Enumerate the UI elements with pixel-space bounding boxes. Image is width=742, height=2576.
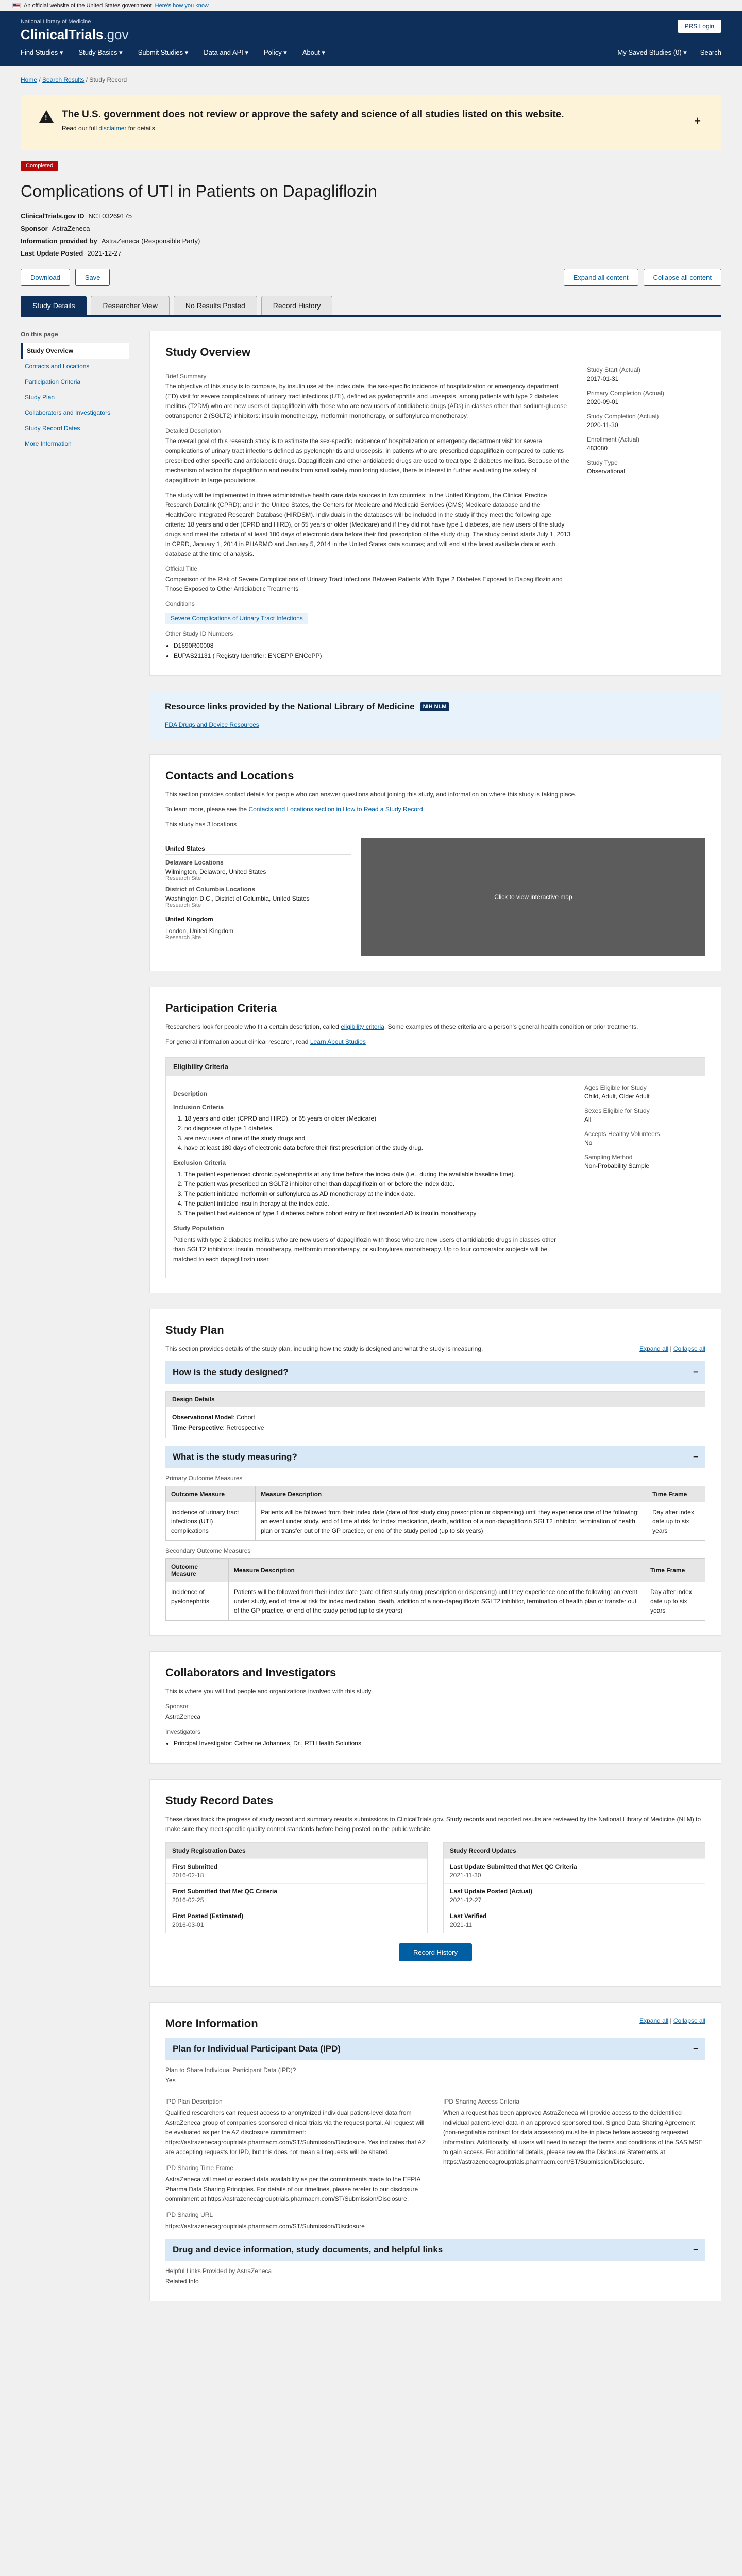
collaborators-card xyxy=(149,1651,721,1764)
location-map[interactable] xyxy=(361,838,705,956)
prs-login-button[interactable]: PRS Login xyxy=(678,20,721,33)
study-tabs xyxy=(21,296,332,315)
brief-summary: The objective of this study is to compare, by insulin use at the index date, the sex-specific incidence of hospitalization or emergency department (ED) visit for severe complications of urinary tract infections (UTI), defined as pyelonephritis and urosepsis, among patients with type 2 diabetes mellitus (T2DM) who are new users of dapagliflozin with those who are new users of antidiabetic drugs (ADs) in classes other than sodium-glucose cotransporter 2 (SGLT2) inhibitors: insulin monotherapy, metformin monotherapy, or sulfonylurea monotherapy. xyxy=(165,383,567,419)
study-type: Study Type Observational xyxy=(587,459,626,475)
collab-heading: Collaborators and Investigators xyxy=(165,1666,336,1679)
breadcrumb: Home / Search Results / Study Record xyxy=(21,76,127,83)
eligibility-title: Eligibility Criteria xyxy=(166,1058,705,1076)
criteria-learn: For general information about clinical research, read Learn About Studies xyxy=(165,1038,366,1045)
brief-summary-label: Brief Summary xyxy=(165,372,207,380)
study-actions xyxy=(21,269,110,286)
nlm-line: National Library of Medicine xyxy=(21,19,91,25)
drug-info-accordion[interactable]: Drug and device information, study documents, and helpful links − xyxy=(165,2239,705,2261)
list-item: 3. The patient initiated metformin or sulfonylurea as AD monotherapy at the index date. xyxy=(184,1189,569,1199)
tab-underline xyxy=(21,315,721,317)
enrollment: Enrollment (Actual) 483080 xyxy=(587,436,640,452)
heres-how-link[interactable]: Here's how you know xyxy=(155,3,209,9)
ipd-accordion[interactable]: Plan for Individual Participant Data (IPD) − xyxy=(165,2038,705,2060)
primary-outcome-table: Outcome Measure Measure Description Time Frame Incidence of urinary tract infections (UTI) complications Patients will be followed from their index date (date of first study drug prescription or dispensing) until they experience one of the following: an event under study, end of time at risk for index medication, death, addition of a non-dapagliflozin SGLT2 inhibitor, termination of health plan or transfer out of the GP practice, or end of the study period (up to six years) Day after index date up to six years xyxy=(165,1486,705,1541)
population-label: Study Population xyxy=(173,1225,224,1232)
breadcrumb-home[interactable]: Home xyxy=(21,76,38,83)
detailed-label: Detailed Description xyxy=(165,427,221,434)
detailed-desc-2: The study will be implemented in three administrative health care data sources in two countries: in the United Kingdom, the Clinical Practice Research Datalink (CPRD); and in the United States, the Centers for Medicare and Medicaid Services (CMS) Medicare database and the HealthCore Integrated Research Database (HIRDSM). Individuals in the databases will be included in the study if they meet the following age criteria: 18 years and older (CPRD and HIRD), or 65 years or older (Medicare) and if they did not have type 1 diabetes, are new users of the study drugs and meet the criteria of at least 180 days of electronic data before their first prescription of the study drug. The study period starts July 1, 2013 in CPRD, January 1, 2014 in PHARMO and January 5, 2014 in the United States data sources; and will end at the latest available data at each database at the time of analysis. xyxy=(165,492,571,557)
sponsor-name: AstraZeneca xyxy=(165,1713,201,1720)
plan-share-value: Yes xyxy=(165,2077,176,2084)
nav-data-api[interactable]: Data and API ▾ xyxy=(204,48,249,56)
date-row: First Submitted that Met QC Criteria 2016-02-25 xyxy=(166,1883,427,1908)
main-nav xyxy=(21,48,325,57)
dates-intro: These dates track the progress of study record and summary results submissions to ClinicalTrials.gov. Study records and reported results are reviewed by the National Library of Medicine (NLM) to make sure they meet specific quality control standards before being posted on the public website. xyxy=(165,1816,701,1833)
plan-collapse-all[interactable]: Collapse all xyxy=(673,1345,705,1352)
tab-no-results[interactable]: No Results Posted xyxy=(174,296,257,315)
resource-title: Resource links provided by the National Library of Medicine xyxy=(165,702,415,711)
country-us: United States xyxy=(165,845,351,855)
resource-links xyxy=(149,691,721,739)
study-plan-card xyxy=(149,1309,721,1636)
meta-last-update: Last Update Posted 2021-12-27 xyxy=(21,249,122,257)
plan-intro: This section provides details of the study plan, including how the study is designed and what the study is measuring. Expand all | Collapse all xyxy=(165,1345,705,1352)
official-title-label: Official Title xyxy=(165,565,197,572)
disclaimer-link[interactable]: disclaimer xyxy=(98,125,127,132)
expand-plus-icon[interactable]: + xyxy=(694,114,701,127)
official-title: Comparison of the Risk of Severe Complications of Urinary Tract Infections Between Patients With Type 2 Diabetes Exposed to Dapagliflozin and Those Exposed to Other Antidiabetic Treatments xyxy=(165,575,563,592)
warning-icon xyxy=(39,110,54,123)
download-button[interactable]: Download xyxy=(21,269,70,286)
nav-item-more[interactable]: More Information xyxy=(25,440,72,447)
saved-studies-menu[interactable]: My Saved Studies (0) ▾ xyxy=(617,48,687,56)
list-item: 3. are new users of one of the study drugs and xyxy=(184,1133,569,1143)
exclusion-label: Exclusion Criteria xyxy=(173,1159,226,1166)
expand-collapse-group xyxy=(564,269,721,286)
country-uk: United Kingdom xyxy=(165,916,351,925)
table-row: Incidence of urinary tract infections (UTI) complications Patients will be followed from their index date (date of first study drug prescription or dispensing) until they experience one of the following: an event under study, end of time at risk for index medication, death, addition of a non-dapagliflozin SGLT2 inhibitor, termination of health plan or transfer out of the GP practice, or end of the study period (up to six years) Day after index date up to six years xyxy=(166,1502,705,1541)
site-header xyxy=(0,11,742,66)
ids-label: Other Study ID Numbers xyxy=(165,630,233,637)
design-details xyxy=(165,1391,705,1438)
state-label: District of Columbia Locations xyxy=(165,886,256,893)
study-completion: Study Completion (Actual) 2020-11-30 xyxy=(587,413,659,429)
nav-item-contacts[interactable]: Contacts and Locations xyxy=(25,363,90,370)
conditions-label: Conditions xyxy=(165,600,195,607)
inclusion-list xyxy=(173,1114,569,1153)
meta-info-provided: Information provided by AstraZeneca (Responsible Party) xyxy=(21,237,200,245)
map-link[interactable]: Click to view interactive map xyxy=(494,893,572,901)
secondary-outcome-label: Secondary Outcome Measures xyxy=(165,1547,251,1554)
population-text: Patients with type 2 diabetes mellitus who are new users of dapagliflozin with those who are new users of antidiabetic drugs in classes other than SGLT2 inhibitors: insulin monotherapy, metformin monotherapy, or sulfonylurea monotherapy. Up to four comparator subjects will be matched to each dapagliflozin user. xyxy=(173,1236,556,1263)
study-title: Complications of UTI in Patients on Dapagliflozin xyxy=(21,182,377,200)
nav-item-criteria[interactable]: Participation Criteria xyxy=(25,378,81,385)
nav-find-studies[interactable]: Find Studies ▾ xyxy=(21,48,63,56)
list-item: 5. The patient had evidence of type 1 diabetes before cohort entry or first recorded AD is insulin monotherapy xyxy=(184,1209,569,1218)
tab-researcher-view[interactable]: Researcher View xyxy=(91,296,169,315)
locations-count: This study has 3 locations xyxy=(165,821,237,828)
criteria-intro: Researchers look for people who fit a certain description, called eligibility criteria. Some examples of these criteria are a person's general health condition or prior treatments. xyxy=(165,1023,638,1030)
contacts-learn-link[interactable]: Contacts and Locations section in How to Read a Study Record xyxy=(248,806,423,813)
locations-list xyxy=(165,838,351,956)
right-nav xyxy=(617,48,721,57)
list-item: 2. The patient was prescribed an SGLT2 inhibitor other than dapagliflozin on or before the index date. xyxy=(184,1179,569,1189)
us-flag-icon xyxy=(12,3,21,8)
more-expand-all[interactable]: Expand all xyxy=(639,2017,669,2024)
plan-heading: Study Plan xyxy=(165,1324,224,1336)
fda-resource-link[interactable]: FDA Drugs and Device Resources xyxy=(165,721,259,728)
study-overview-card xyxy=(149,331,721,676)
measure-accordion[interactable]: What is the study measuring? − xyxy=(165,1446,705,1468)
site-logo[interactable]: ClinicalTrials.gov xyxy=(21,27,129,42)
record-dates-card xyxy=(149,1779,721,1987)
list-item: 1. The patient experienced chronic pyelonephritis at any time before the index date (i.e., during the available baseline time). xyxy=(184,1170,569,1179)
search-link[interactable]: Search xyxy=(700,48,721,56)
tab-study-details[interactable]: Study Details xyxy=(21,296,87,315)
criteria-heading: Participation Criteria xyxy=(165,1002,277,1014)
nav-study-basics[interactable]: Study Basics ▾ xyxy=(78,48,123,56)
more-heading: More Information Expand all | Collapse all xyxy=(165,2017,705,2030)
ipd-time-frame: AstraZeneca will meet or exceed data availability as per the commitments made to the EFPIA Pharma Data Sharing Principles. For details of our timelines, please rerefer to our disclosure commitment at https://astrazenecagrouptrials.pharmacm.com/ST/Submission/Disclosure. xyxy=(165,2176,420,2202)
location-item: Washington D.C., District of Columbia, United States Research Site xyxy=(165,895,310,908)
on-page-nav xyxy=(21,331,129,2317)
id-item: • EUPAS21131 ( Registry Identifier: ENCEPP ENCePP) xyxy=(174,651,571,661)
list-item: 4. The patient initiated insulin therapy at the index date. xyxy=(184,1199,569,1209)
ages-eligible: Ages Eligible for Study Child, Adult, Older Adult xyxy=(584,1084,650,1100)
overview-heading: Study Overview xyxy=(165,346,251,359)
gov-banner-text: An official website of the United States government xyxy=(24,3,152,9)
sexes-eligible: Sexes Eligible for Study All xyxy=(584,1107,650,1123)
more-collapse-all[interactable]: Collapse all xyxy=(673,2017,705,2024)
disclaimer-message: The U.S. government does not review or approve the safety and science of all studies listed on this website. xyxy=(62,109,564,120)
minus-icon: − xyxy=(693,1367,698,1377)
time-perspective: Time Perspective: Retrospective xyxy=(172,1424,264,1431)
date-row: Last Update Submitted that Met QC Criteria 2021-11-30 xyxy=(444,1858,705,1883)
date-row: Last Verified 2021-11 xyxy=(444,1908,705,1933)
date-row: First Submitted 2016-02-18 xyxy=(166,1858,427,1883)
nav-item-overview[interactable]: Study Overview xyxy=(21,343,129,359)
secondary-outcome-table: Outcome Measure Measure Description Time Frame Incidence of pyelonephritis Patients will be followed from their index date (date of first study drug prescription or dispensing) until they experience one of the following: an event under study, end of time at risk for index medication, death, addition of a non-dapagliflozin SGLT2 inhibitor, termination of health plan or transfer out of the GP practice, or end of the study period (up to six years) Day after index date up to six years xyxy=(165,1558,705,1621)
investigator-item: • Principal Investigator: Catherine Johannes, Dr., RTI Health Solutions xyxy=(174,1738,705,1749)
nav-item-collab[interactable]: Collaborators and Investigators xyxy=(25,409,111,416)
minus-icon: − xyxy=(693,2044,698,2054)
save-button[interactable]: Save xyxy=(75,269,110,286)
more-info-card: More Information Expand all | Collapse all Plan for Individual Participant Data (IPD) − Plan to Share Individual Participant Data (IPD)? Yes IPD Plan Description Qualified researchers can request access to anonymized individual patient-level data from AstraZeneca group of companies sponsored clinical trials via the request portal. All request will be evaluated as per the AZ disclosure commitment: https://astrazenecagrouptrials.pharmacm.com/ST/Submission/Disclosure. Yes indicates that AZ are accepting requests for IPD, but this does not mean all requests will be shared. IPD Sharing Time Frame AstraZeneca will meet or exceed data availability as per the commitments made to the EFPIA Pharma Data Sharing Principles. For details of our timelines, please rerefer to our disclosure commitment at https://astrazenecagrouptrials.pharmacm.com/ST/Submission/Disclosure. IPD Sharing URL https://astrazenecagrouptrials.pharmacm.com/ST/Submission/Disclosure IPD Sharing Access Criteria When a request has been approved AstraZeneca will provide access to the deidentified individual patient-level data in an approved sponsored tool. Signed Data Sharing Agreement (non-negotiable contract for data accessors) must be in place before accessing requested information. Additionally, all users will need to accept the terms and conditions of the SAS MSE to gain access. For additional details, please review the Disclosure Statements at https://astrazenecagrouptrials.pharmacm.com/ST/Submission/Disclosure. Drug and device information, study documents, and helpful links − Helpful Links Provided by AstraZeneca Related Info xyxy=(149,2002,721,2301)
meta-nct-id: ClinicalTrials.gov ID NCT03269175 xyxy=(21,212,132,220)
nav-submit-studies[interactable]: Submit Studies ▾ xyxy=(138,48,189,56)
primary-completion: Primary Completion (Actual) 2020-09-01 xyxy=(587,389,665,405)
plan-expand-all[interactable]: Expand all xyxy=(639,1345,669,1352)
contacts-intro: This section provides contact details for people who can answer questions about joining this study, and information on where this study is taking place. xyxy=(165,791,577,798)
date-row: First Posted (Estimated) 2016-03-01 xyxy=(166,1908,427,1933)
disclaimer-sub: Read our full disclaimer for details. xyxy=(62,125,157,132)
study-meta xyxy=(21,210,721,260)
registration-dates: Study Registration Dates First Submitted 2016-02-18 First Submitted that Met QC Criteria 2016-02-25 First Posted (Estimated) 2016-03-01 xyxy=(165,1842,428,1933)
nav-item-dates[interactable]: Study Record Dates xyxy=(25,425,80,432)
contacts-learn: To learn more, please see the Contacts and Locations section in How to Read a Study Record xyxy=(165,806,423,813)
detailed-desc-1: The overall goal of this research study is to estimate the sex-specific incidence of hospitalization or emergency department visit for severe complications of urinary tract infections defined as pyelonephritis and urosepsis, in patients who are prescribed dapagliflozin compared to patients prescribed other specific and antidiabetic drugs. Dapagliflozin and other antidiabetic drugs are used to treat type 2 diabetes mellitus. Because of the mechanism of action for dapagliflozin and results from small safety monitoring studies, there is interest in further evaluating the safety of dapagliflozin in large populations. xyxy=(165,437,569,484)
state-label: Delaware Locations xyxy=(165,859,224,866)
contacts-card xyxy=(149,754,721,971)
list-item: 2. no diagnoses of type 1 diabetes, xyxy=(184,1124,569,1133)
ipd-url-link[interactable]: https://astrazenecagrouptrials.pharmacm.com/ST/Submission/Disclosure xyxy=(165,2223,365,2230)
id-item: • D1690R00008 xyxy=(174,640,571,651)
sponsor-label: Sponsor xyxy=(165,1703,189,1710)
criteria-card xyxy=(149,987,721,1293)
design-title: Design Details xyxy=(166,1392,705,1407)
exclusion-list xyxy=(173,1170,569,1218)
collapse-all-content-button[interactable]: Collapse all content xyxy=(644,269,721,286)
location-item: London, United Kingdom Research Site xyxy=(165,927,234,941)
tab-record-history[interactable]: Record History xyxy=(261,296,333,315)
minus-icon: − xyxy=(693,2245,698,2255)
date-row: Last Update Posted (Actual) 2021-12-27 xyxy=(444,1883,705,1908)
content-column xyxy=(149,331,721,2317)
collab-intro: This is where you will find people and organizations involved with this study. xyxy=(165,1688,373,1695)
investigators-label: Investigators xyxy=(165,1728,201,1735)
nlm-logo: NIH NLM xyxy=(420,702,450,711)
breadcrumb-current: Study Record xyxy=(89,76,127,83)
expand-all-content-button[interactable]: Expand all content xyxy=(564,269,638,286)
study-header xyxy=(0,150,742,310)
main-content xyxy=(0,310,742,2317)
status-badge: Completed xyxy=(21,161,58,171)
table-row: Incidence of pyelonephritis Patients will be followed from their index date (date of first study drug prescription or dispensing) until they experience one of the following: an event under study, end of time at risk for index medication, death, addition of a non-dapagliflozin SGLT2 inhibitor, termination of health plan or transfer out of the GP practice, or end of the study period (up to six years) Day after index date up to six years xyxy=(166,1582,705,1621)
meta-sponsor: Sponsor AstraZeneca xyxy=(21,225,90,232)
eligibility-sidebar xyxy=(584,1084,698,1269)
eligibility-box xyxy=(165,1057,705,1278)
nav-about[interactable]: About ▾ xyxy=(302,48,325,56)
nav-policy[interactable]: Policy ▾ xyxy=(264,48,287,56)
observational-model: Observational Model: Cohort xyxy=(172,1414,255,1421)
sampling-method: Sampling Method Non-Probability Sample xyxy=(584,1154,650,1170)
healthy-volunteers: Accepts Healthy Volunteers No xyxy=(584,1130,660,1146)
study-start: Study Start (Actual) 2017-01-31 xyxy=(587,366,641,382)
contacts-heading: Contacts and Locations xyxy=(165,769,294,782)
record-updates: Study Record Updates Last Update Submitted that Met QC Criteria 2021-11-30 Last Update Posted (Actual) 2021-12-27 Last Verified 2021-11 xyxy=(443,1842,705,1933)
record-history-button[interactable]: Record History xyxy=(399,1943,472,1961)
dates-heading: Study Record Dates xyxy=(165,1794,274,1807)
primary-outcome-label: Primary Outcome Measures xyxy=(165,1475,243,1482)
plan-share-label: Plan to Share Individual Participant Data (IPD)? xyxy=(165,2066,296,2074)
helpful-links-label: Helpful Links Provided by AstraZeneca xyxy=(165,2267,272,2275)
gov-banner xyxy=(0,0,742,11)
inclusion-label: Inclusion Criteria xyxy=(173,1104,224,1111)
related-info-link[interactable]: Related Info xyxy=(165,2278,199,2285)
learn-about-studies-link[interactable]: Learn About Studies xyxy=(310,1038,366,1045)
ipd-access-criteria: When a request has been approved AstraZeneca will provide access to the deidentified individual patient-level data in an approved sponsored tool. Signed Data Sharing Agreement (non-negotiable contract for data accessors) must be in place before accessing requested information. Additionally, all users will need to accept the terms and conditions of the SAS MSE to gain access. For additional details, please review the Disclosure Statements at https://astrazenecagrouptrials.pharmacm.com/ST/Submission/Disclosure. xyxy=(443,2109,703,2165)
description-label: Description xyxy=(173,1090,208,1097)
disclaimer-alert xyxy=(21,95,721,150)
design-accordion[interactable]: How is the study designed? − xyxy=(165,1361,705,1384)
overview-sidebar xyxy=(587,366,705,661)
ipd-description: Qualified researchers can request access to anonymized individual patient-level data from AstraZeneca group of companies sponsored clinical trials via the request portal. All request will be evaluated as per the AZ disclosure commitment: https://astrazenecagrouptrials.pharmacm.com/ST/Submission/Disclosure. Yes indicates that AZ are accepting requests for IPD, but this does not mean all requests will be shared. xyxy=(165,2109,426,2156)
list-item: 4. have at least 180 days of electronic data before their first prescription of the study drug. xyxy=(184,1143,569,1153)
list-item: 1. 18 years and older (CPRD and HIRD), or 65 years or older (Medicare) xyxy=(184,1114,569,1124)
location-item: Wilmington, Delaware, United States Research Site xyxy=(165,868,266,882)
condition-chip[interactable]: Severe Complications of Urinary Tract Infections xyxy=(165,613,308,624)
id-list xyxy=(165,640,571,661)
minus-icon: − xyxy=(693,1452,698,1462)
eligibility-link[interactable]: eligibility criteria xyxy=(341,1023,384,1030)
breadcrumb-search-results[interactable]: Search Results xyxy=(42,76,85,83)
on-page-heading: On this page xyxy=(21,331,58,338)
nav-item-plan[interactable]: Study Plan xyxy=(25,394,55,401)
